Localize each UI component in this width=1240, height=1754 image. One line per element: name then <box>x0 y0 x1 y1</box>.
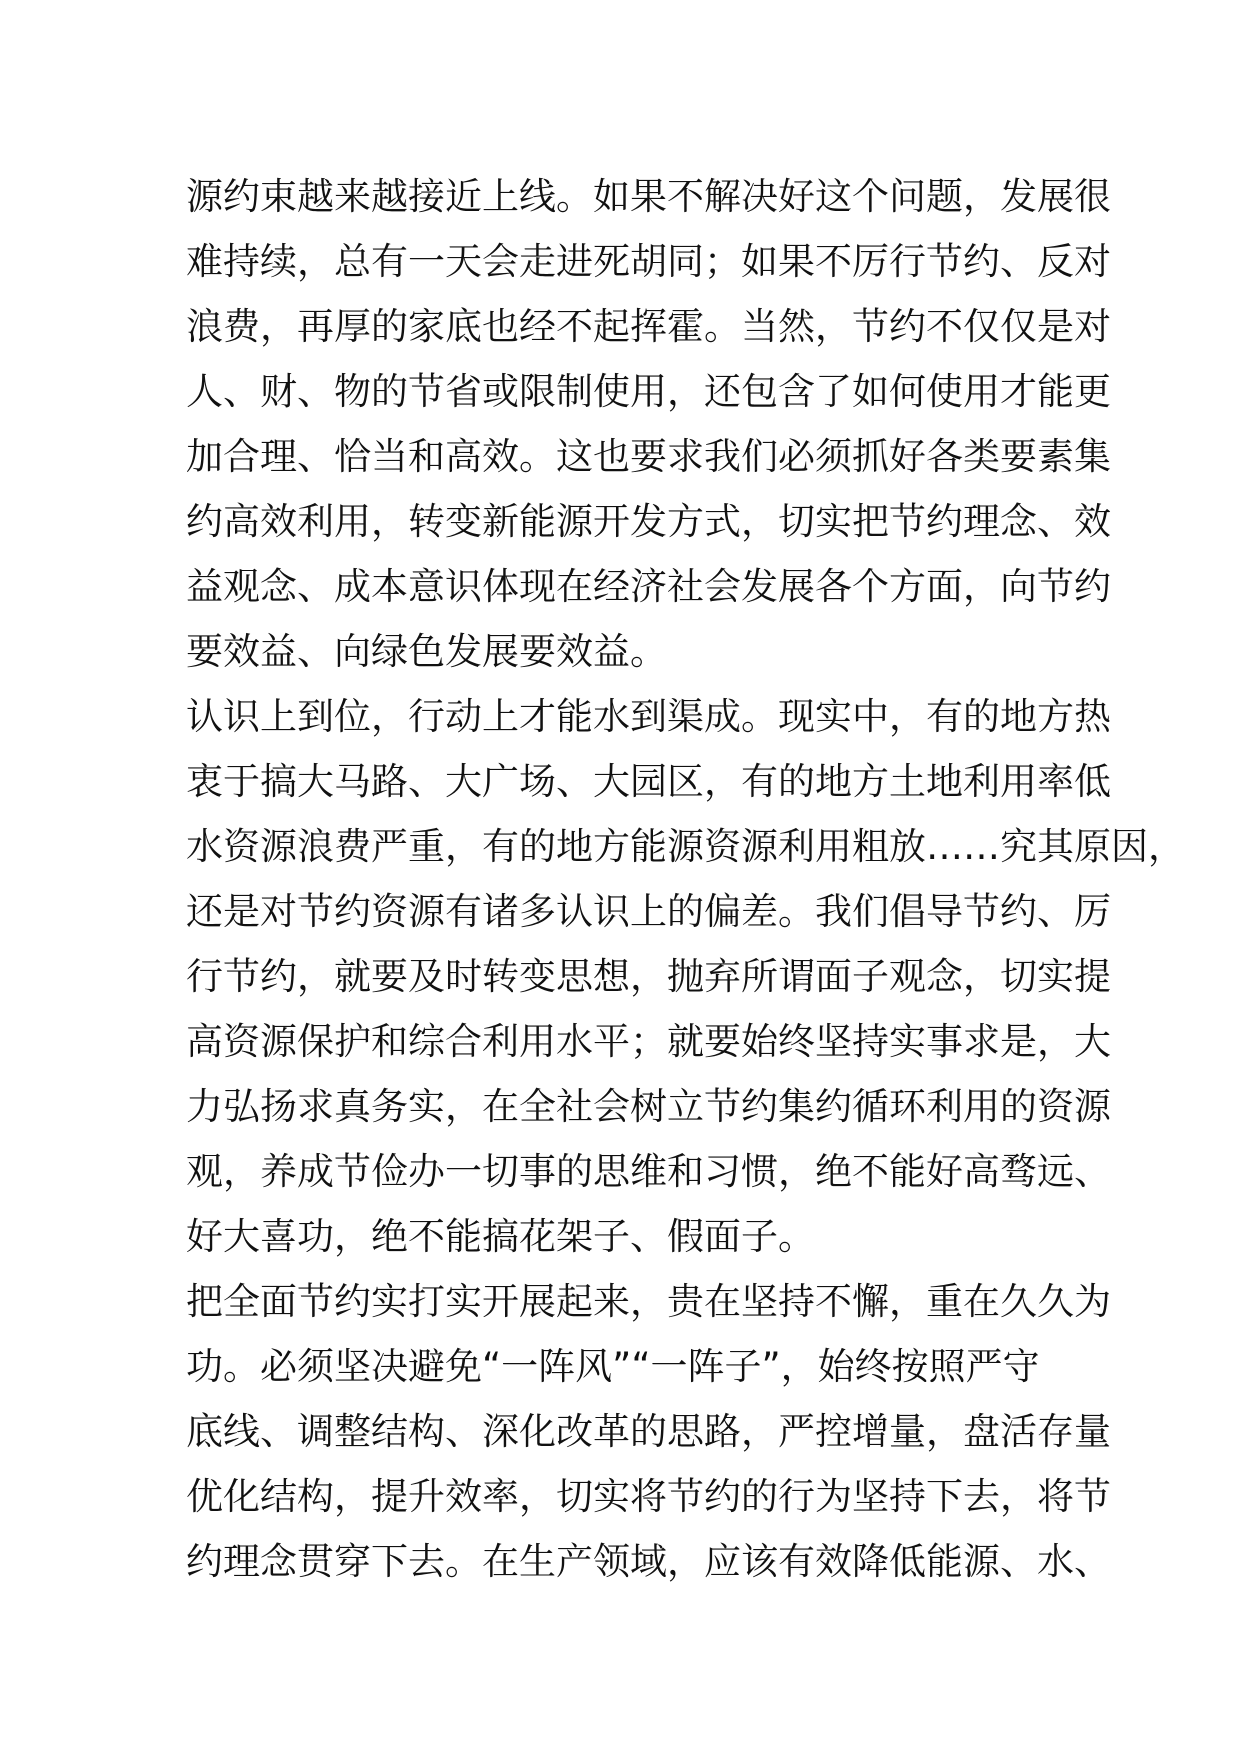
text-line: 行节约，就要及时转变思想，抛弃所谓面子观念，切实提 <box>186 955 1111 998</box>
text-line: 观，养成节俭办一切事的思维和习惯，绝不能好高骛远、 <box>186 1150 1111 1193</box>
text-line: 人、财、物的节省或限制使用，还包含了如何使用才能更 <box>186 370 1111 413</box>
text-line: 高资源保护和综合利用水平；就要始终坚持实事求是，大 <box>186 1020 1111 1063</box>
text-line: 约高效利用，转变新能源开发方式，切实把节约理念、效 <box>186 500 1111 543</box>
text-line: 认识上到位，行动上才能水到渠成。现实中，有的地方热 <box>186 695 1111 738</box>
body-text <box>186 164 1185 1594</box>
text-line: 把全面节约实打实开展起来，贵在坚持不懈，重在久久为 <box>186 1280 1111 1323</box>
text-line: 还是对节约资源有诸多认识上的偏差。我们倡导节约、厉 <box>186 890 1111 933</box>
text-line: 好大喜功，绝不能搞花架子、假面子。 <box>186 1215 815 1258</box>
text-line: 约理念贯穿下去。在生产领域，应该有效降低能源、水、 <box>186 1540 1111 1583</box>
text-line: 源约束越来越接近上线。如果不解决好这个问题，发展很 <box>186 175 1111 218</box>
text-line: 浪费，再厚的家底也经不起挥霍。当然，节约不仅仅是对 <box>186 305 1111 348</box>
text-line: 底线、调整结构、深化改革的思路，严控增量，盘活存量 <box>186 1410 1111 1453</box>
text-line: 优化结构，提升效率，切实将节约的行为坚持下去，将节 <box>186 1475 1111 1518</box>
text-line: 益观念、成本意识体现在经济社会发展各个方面，向节约 <box>186 565 1111 608</box>
text-line: 水资源浪费严重，有的地方能源资源利用粗放……究其原因， <box>186 825 1185 868</box>
text-line: 要效益、向绿色发展要效益。 <box>186 630 667 673</box>
text-line: 加合理、恰当和高效。这也要求我们必须抓好各类要素集 <box>186 435 1111 478</box>
text-line: 力弘扬求真务实，在全社会树立节约集约循环利用的资源 <box>186 1085 1111 1128</box>
text-line: 衷于搞大马路、大广场、大园区，有的地方土地利用率低 <box>186 760 1111 803</box>
text-line: 功。必须坚决避免“一阵风”“一阵子”，始终按照严守 <box>186 1345 1040 1388</box>
text-line: 难持续，总有一天会走进死胡同；如果不厉行节约、反对 <box>186 240 1111 283</box>
